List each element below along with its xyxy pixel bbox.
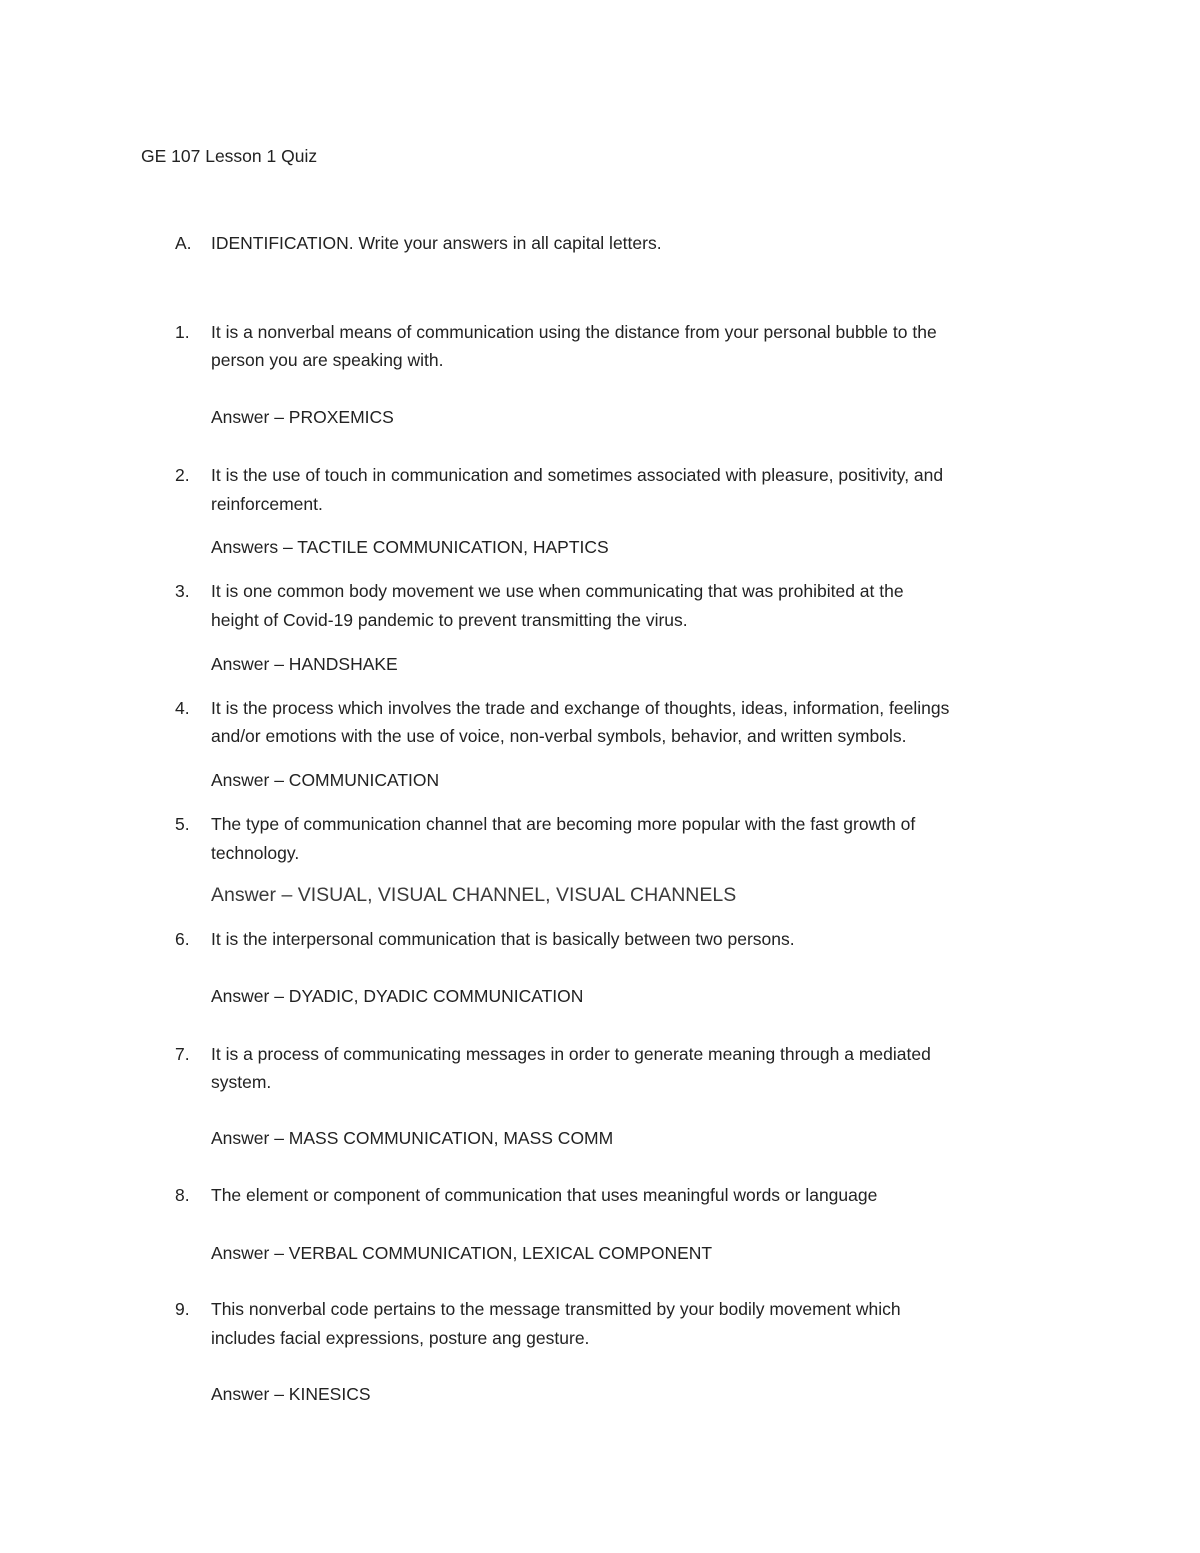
question-text: This nonverbal code pertains to the message transmitted by your bodily movement which <box>211 1299 901 1319</box>
question-number: 5. <box>175 814 190 834</box>
answer-text: Answer – DYADIC, DYADIC COMMUNICATION <box>211 986 584 1006</box>
question-text: It is one common body movement we use when communicating that was prohibited at the <box>211 581 904 601</box>
answer-text: Answer – COMMUNICATION <box>211 770 440 790</box>
answer-text: Answer – VERBAL COMMUNICATION, LEXICAL COMPONENT <box>211 1243 713 1263</box>
answer-text: Answer – MASS COMMUNICATION, MASS COMM <box>211 1128 614 1148</box>
question-text: person you are speaking with. <box>211 350 444 370</box>
question-number: 4. <box>175 698 190 718</box>
question-text: It is a nonverbal means of communication using the distance from your personal bubble to the <box>211 322 937 342</box>
answer-text: Answer – VISUAL, VISUAL CHANNEL, VISUAL CHANNELS <box>211 884 737 906</box>
question-number: 2. <box>175 465 190 485</box>
question-text: and/or emotions with the use of voice, non-verbal symbols, behavior, and written symbols. <box>211 726 907 746</box>
question-text: The type of communication channel that are becoming more popular with the fast growth of <box>211 814 916 834</box>
answer-text: Answer – HANDSHAKE <box>211 654 398 674</box>
question-text: technology. <box>211 843 300 863</box>
section-letter: A. <box>175 233 192 253</box>
document-title: GE 107 Lesson 1 Quiz <box>141 146 318 166</box>
answer-text: Answers – TACTILE COMMUNICATION, HAPTICS <box>211 537 609 557</box>
question-text: The element or component of communication that uses meaningful words or language <box>211 1185 878 1205</box>
question-text: system. <box>211 1072 272 1092</box>
question-text: includes facial expressions, posture ang gesture. <box>211 1328 590 1348</box>
section-heading: IDENTIFICATION. Write your answers in all capital letters. <box>211 233 662 253</box>
question-number: 3. <box>175 581 190 601</box>
question-text: reinforcement. <box>211 494 323 514</box>
question-number: 9. <box>175 1299 190 1319</box>
question-number: 1. <box>175 322 190 342</box>
question-text: It is the use of touch in communication and sometimes associated with pleasure, positivity, and <box>211 465 944 485</box>
question-number: 8. <box>175 1185 190 1205</box>
answer-text: Answer – PROXEMICS <box>211 407 394 427</box>
question-text: height of Covid-19 pandemic to prevent transmitting the virus. <box>211 610 688 630</box>
question-text: It is the process which involves the trade and exchange of thoughts, ideas, information, feelings <box>211 698 950 718</box>
question-number: 6. <box>175 929 190 949</box>
question-text: It is a process of communicating messages in order to generate meaning through a mediated <box>211 1044 931 1064</box>
question-number: 7. <box>175 1044 190 1064</box>
answer-text: Answer – KINESICS <box>211 1384 371 1404</box>
question-text: It is the interpersonal communication that is basically between two persons. <box>211 929 795 949</box>
